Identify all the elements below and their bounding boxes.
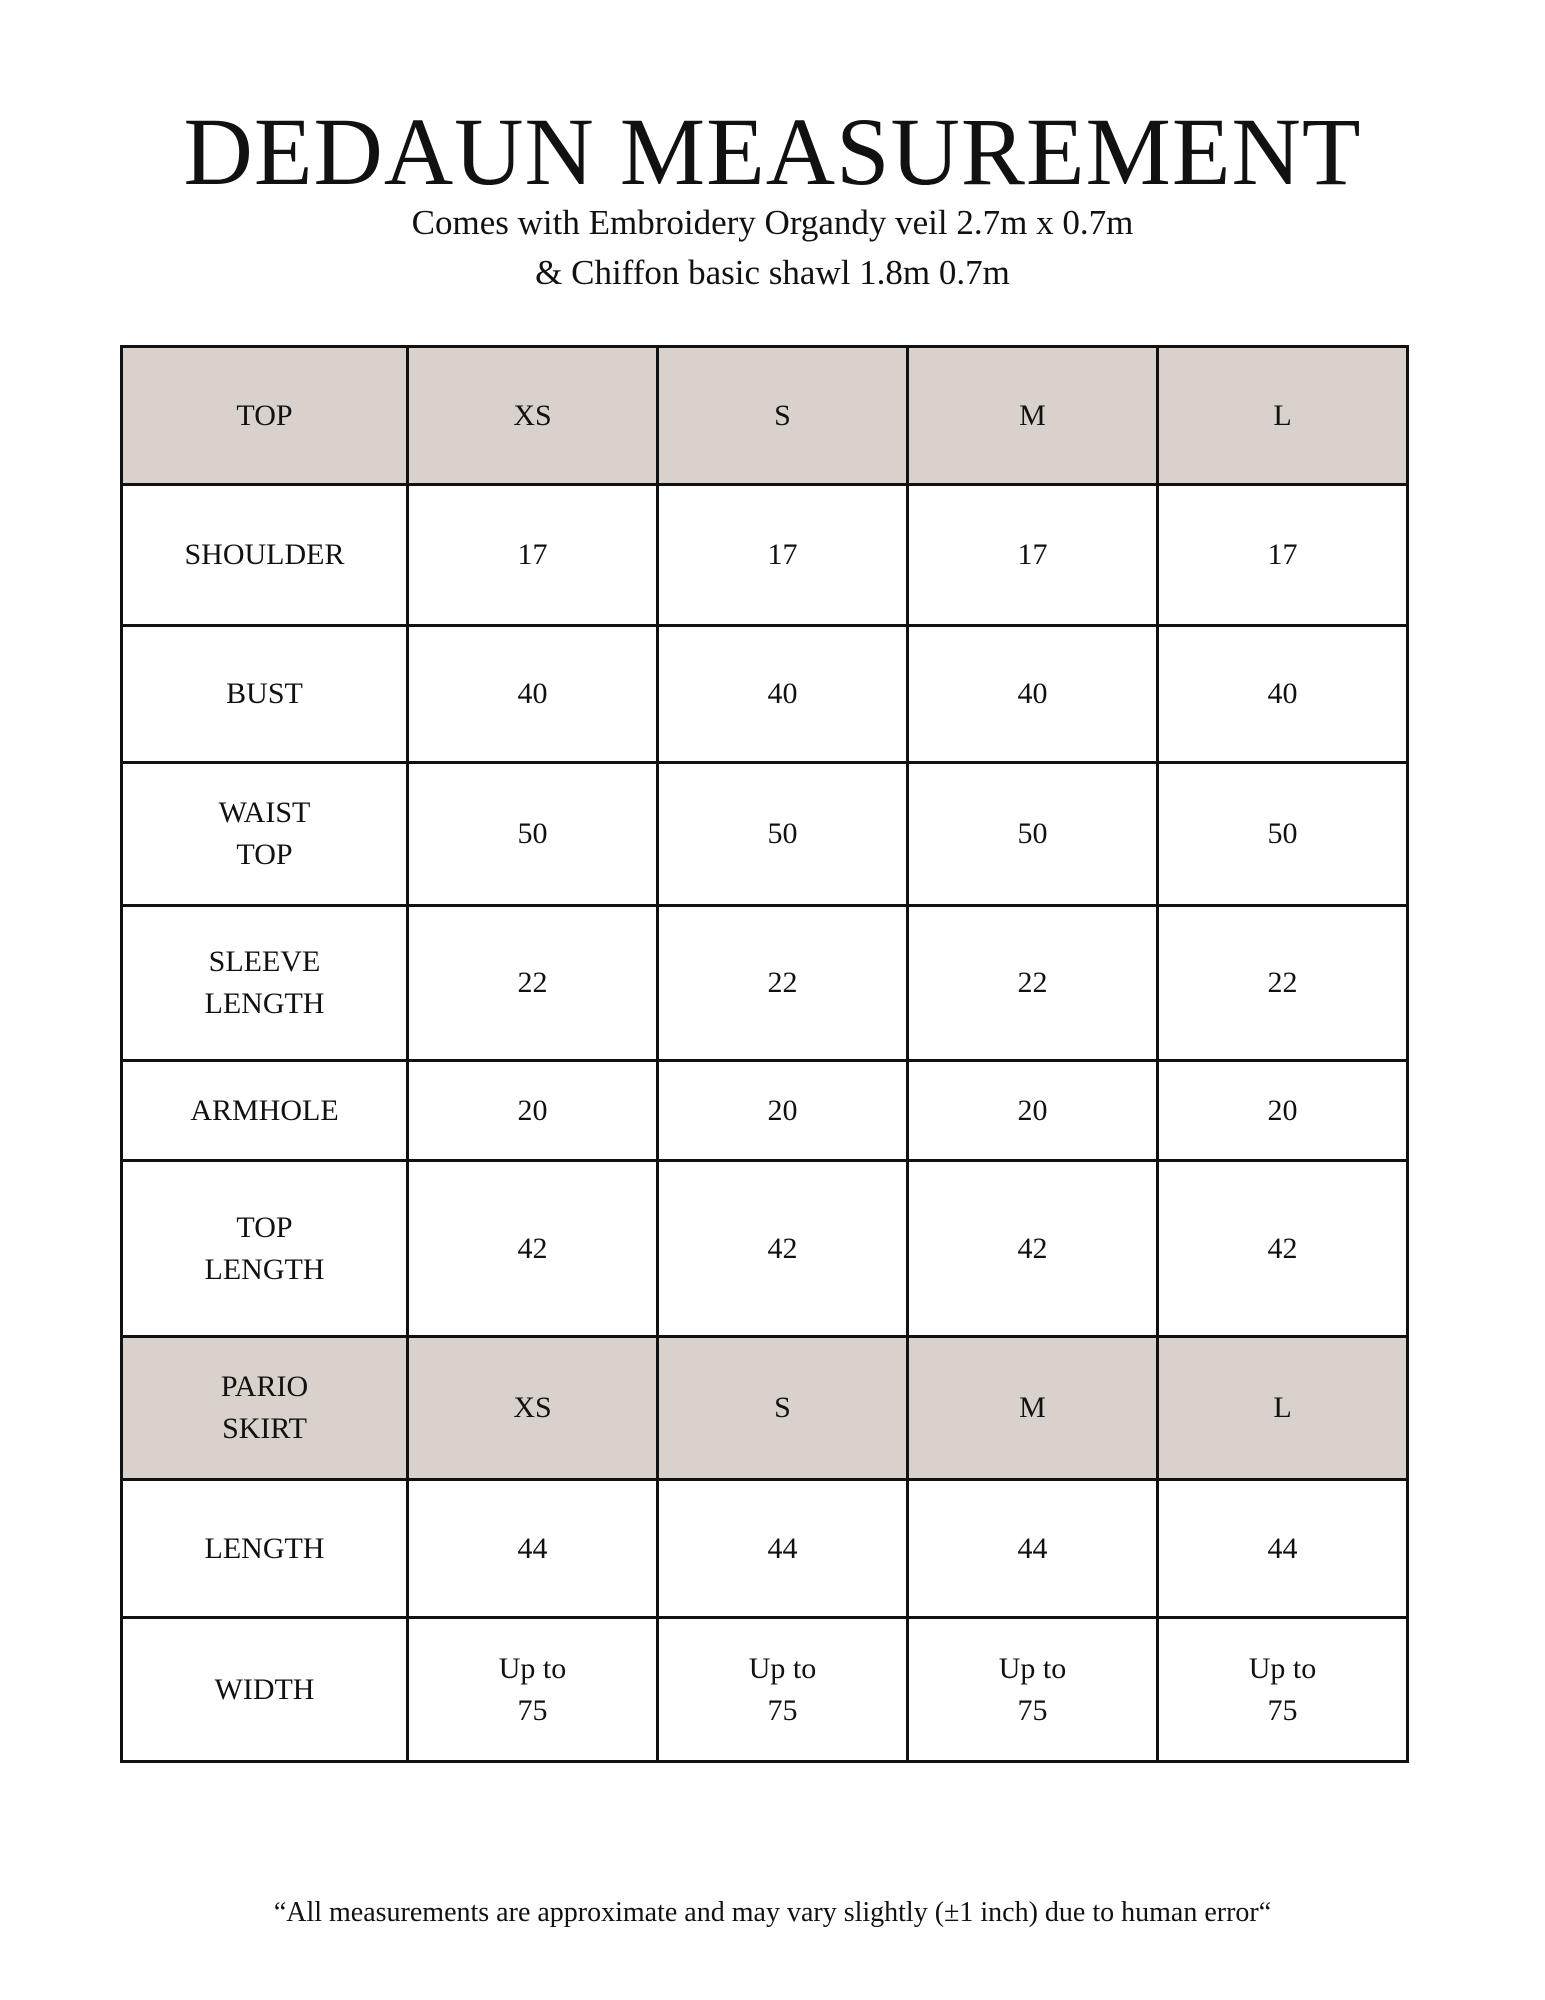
row-label: ARMHOLE <box>122 1061 408 1161</box>
measurement-table <box>120 345 1409 1763</box>
table-row-skirt-width <box>122 1618 1408 1762</box>
header-cell-l: L <box>1158 347 1408 485</box>
table-row-shoulder <box>122 485 1408 626</box>
table-cell: 40 <box>658 626 908 763</box>
header-cell-l: L <box>1158 1337 1408 1480</box>
row-label: LENGTH <box>122 1480 408 1618</box>
row-label: WIDTH <box>122 1618 408 1762</box>
row-label: TOP LENGTH <box>122 1161 408 1337</box>
table-cell: 50 <box>908 763 1158 906</box>
table-cell: 42 <box>408 1161 658 1337</box>
header-cell-m: M <box>908 1337 1158 1480</box>
subtitle-line-1: Comes with Embroidery Organdy veil 2.7m x 0.7m <box>411 203 1134 242</box>
table-cell: 40 <box>908 626 1158 763</box>
table-cell: 17 <box>658 485 908 626</box>
table-cell: 20 <box>1158 1061 1408 1161</box>
table-cell: 20 <box>658 1061 908 1161</box>
skirt-header-row <box>122 1337 1408 1480</box>
table-row-waist-top <box>122 763 1408 906</box>
row-label: SHOULDER <box>122 485 408 626</box>
table-cell: 22 <box>1158 906 1408 1061</box>
table-cell: 44 <box>408 1480 658 1618</box>
header-cell-s: S <box>658 1337 908 1480</box>
header-cell-xs: XS <box>408 347 658 485</box>
table-row-skirt-length <box>122 1480 1408 1618</box>
subtitle-line-2: & Chiffon basic shawl 1.8m 0.7m <box>535 253 1010 292</box>
table-cell: 50 <box>1158 763 1408 906</box>
table-cell: 42 <box>908 1161 1158 1337</box>
table-cell: 22 <box>908 906 1158 1061</box>
header-cell-pario-skirt: PARIO SKIRT <box>122 1337 408 1480</box>
header-cell-s: S <box>658 347 908 485</box>
page-title: DEDAUN MEASUREMENT <box>183 98 1362 205</box>
table-cell: Up to 75 <box>408 1618 658 1762</box>
table-cell: 50 <box>408 763 658 906</box>
disclaimer-footnote: “All measurements are approximate and may vary slightly (±1 inch) due to human error“ <box>273 1897 1272 1928</box>
table-cell: Up to 75 <box>658 1618 908 1762</box>
table-cell: 42 <box>1158 1161 1408 1337</box>
table-cell: 40 <box>408 626 658 763</box>
table-row-top-length <box>122 1161 1408 1337</box>
table-cell: 17 <box>908 485 1158 626</box>
table-cell: 20 <box>408 1061 658 1161</box>
table-row-armhole <box>122 1061 1408 1161</box>
table-cell: 44 <box>1158 1480 1408 1618</box>
table-cell: 17 <box>408 485 658 626</box>
table-cell: Up to 75 <box>1158 1618 1408 1762</box>
table-cell: 22 <box>408 906 658 1061</box>
table-cell: 50 <box>658 763 908 906</box>
top-header-row <box>122 347 1408 485</box>
table-cell: 22 <box>658 906 908 1061</box>
header-cell-m: M <box>908 347 1158 485</box>
table-row-sleeve-length <box>122 906 1408 1061</box>
table-cell: 40 <box>1158 626 1408 763</box>
table-cell: 20 <box>908 1061 1158 1161</box>
header-cell-top: TOP <box>122 347 408 485</box>
table-cell: Up to 75 <box>908 1618 1158 1762</box>
header-cell-xs: XS <box>408 1337 658 1480</box>
row-label: WAIST TOP <box>122 763 408 906</box>
table-cell: 44 <box>908 1480 1158 1618</box>
table-row-bust <box>122 626 1408 763</box>
row-label: SLEEVE LENGTH <box>122 906 408 1061</box>
table-cell: 44 <box>658 1480 908 1618</box>
table-cell: 17 <box>1158 485 1408 626</box>
row-label: BUST <box>122 626 408 763</box>
table-cell: 42 <box>658 1161 908 1337</box>
